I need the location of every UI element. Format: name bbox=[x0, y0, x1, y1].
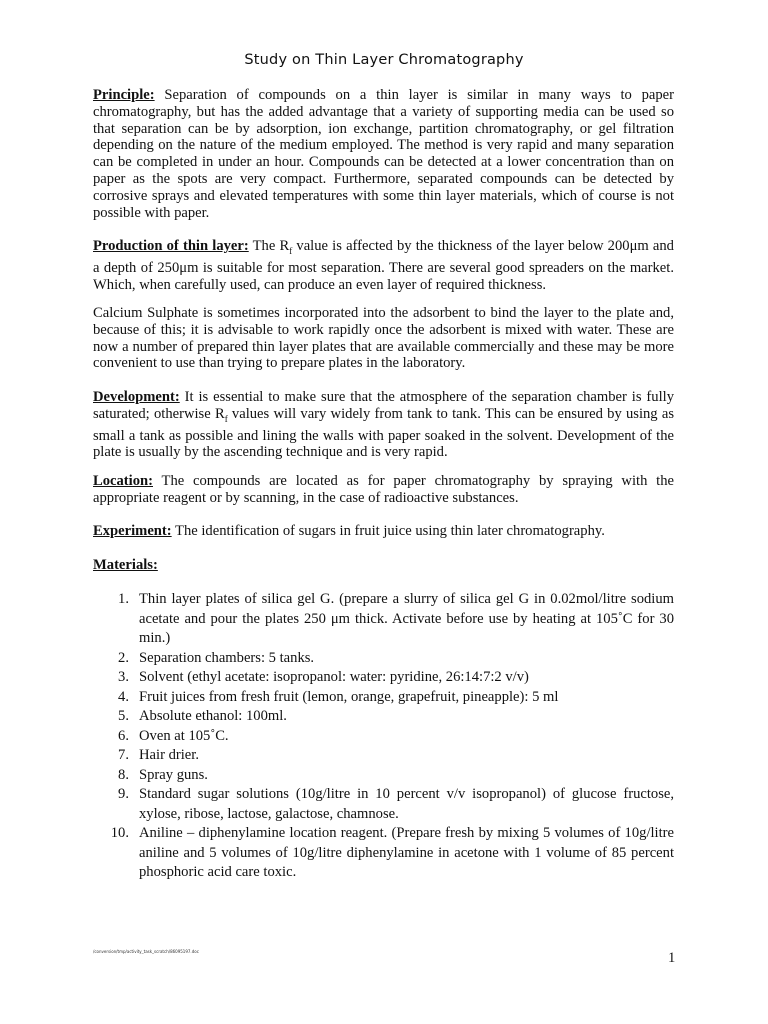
development-text-a: It is essential to make sure that the atmosphere of the separation chamber is fully saturated; otherwise R bbox=[93, 389, 674, 422]
list-item bbox=[118, 649, 674, 669]
list-item-text: Hair drier. bbox=[139, 747, 199, 763]
document-title: Study on Thin Layer Chromatography bbox=[244, 52, 524, 68]
list-item-text: Standard sugar solutions (10g/litre in 10 percent v/v isopropanol) of glucose fructose, xylose, ribose, lactose, galactose, chamnose. bbox=[139, 786, 674, 822]
development-heading: Development: bbox=[93, 389, 180, 405]
location-paragraph bbox=[93, 473, 674, 507]
list-item-number: 1. bbox=[118, 591, 129, 607]
list-item-number: 2. bbox=[118, 649, 129, 666]
list-item-number: 9. bbox=[118, 786, 129, 802]
materials-list bbox=[110, 590, 674, 883]
list-item-number: 5. bbox=[118, 708, 129, 724]
production-subscript: f bbox=[289, 245, 293, 256]
development-text-b: values will vary widely from tank to tank. This can be ensured by using as small a tank as possible and lining the walls with paper soaked in the solvent. Development of the plate is usually by the ascending technique and is very rapid. bbox=[93, 405, 675, 461]
materials-heading: Materials: bbox=[93, 557, 158, 573]
list-item-number: 8. bbox=[118, 766, 129, 783]
production-text-a: The R bbox=[248, 238, 290, 254]
location-heading: Location: bbox=[93, 473, 153, 489]
location-text: The compounds are located as for paper chromatography by spraying with the appropriate reagent or by scanning, in the case of radioactive substances. bbox=[93, 473, 674, 506]
principle-paragraph bbox=[93, 87, 674, 221]
production-heading: Production of thin layer: bbox=[93, 238, 249, 254]
list-item bbox=[118, 688, 674, 708]
list-item-number: 3. bbox=[118, 669, 129, 685]
calcium-paragraph: Calcium Sulphate is sometimes incorporated into the adsorbent to bind the layer to the plate and, because of this; it is advisable to work rapidly once the adsorbent is mixed with water. These are now a number of prepared thin layer plates that are available commercially and these may be more convenient to use than trying to prepare plates in the laboratory. bbox=[93, 305, 674, 372]
list-item-text: Absolute ethanol: 100ml. bbox=[139, 708, 287, 724]
principle-text: Separation of compounds on a thin layer is similar in many ways to paper chromatography, but has the added advantage that a variety of supporting media can be used so that separation can be by adsorption, ion exchange, partition chromatography, or gel filtration depending on the nature of the medium employed. The method is very rapid and many separation can be completed in under an hour. Compounds can be detected at a lower concentration than on paper as the spots are very compact. Furthermore, separated compounds can be detected by corrosive sprays and elevated temperatures with some thin layer materials, which of course is not possible with paper. bbox=[93, 87, 674, 221]
principle-heading: Principle: bbox=[93, 87, 155, 103]
list-item bbox=[118, 766, 674, 786]
development-paragraph bbox=[93, 389, 674, 461]
list-item bbox=[118, 707, 674, 727]
list-item-text: Fruit juices from fresh fruit (lemon, orange, grapefruit, pineapple): 5 ml bbox=[139, 688, 559, 705]
list-item-text: Solvent (ethyl acetate: isopropanol: water: pyridine, 26:14:7:2 v/v) bbox=[139, 669, 529, 685]
production-paragraph bbox=[93, 238, 674, 293]
production-text-b: value is affected by the thickness of the layer below 200μm and a depth of 250μm is suitable for most separation. There are several good spreaders on the market. Which, when carefully used, can produce an even layer of required thickness. bbox=[93, 238, 674, 293]
list-item-text: Aniline – diphenylamine location reagent. (Prepare fresh by mixing 5 volumes of 10g/litre aniline and 5 volumes of 10g/litre diphenylamine in acetone with 1 volume of 85 percent phosphoric acid care toxic. bbox=[139, 825, 674, 880]
experiment-heading: Experiment: bbox=[93, 523, 172, 539]
list-item bbox=[118, 746, 674, 766]
materials-paragraph bbox=[93, 557, 674, 574]
list-item-text: Oven at 105˚C. bbox=[139, 727, 229, 744]
development-subscript: f bbox=[224, 413, 228, 424]
list-item bbox=[110, 824, 674, 883]
list-item bbox=[118, 727, 674, 747]
experiment-paragraph bbox=[93, 523, 674, 540]
page-number: 1 bbox=[668, 950, 676, 966]
footer-file-path: /conversion/tmp/activity_task_scratch/86095197.doc bbox=[93, 949, 199, 954]
list-item-text: Thin layer plates of silica gel G. (prepare a slurry of silica gel G in 0.02mol/litre sodium acetate and pour the plates 250 μm thick. Activate before use by heating at 105˚C for 30 min.) bbox=[139, 591, 674, 646]
list-item-text: Separation chambers: 5 tanks. bbox=[139, 649, 315, 666]
list-item-number: 10. bbox=[110, 825, 129, 841]
list-item bbox=[118, 590, 674, 649]
list-item bbox=[118, 668, 674, 688]
list-item bbox=[118, 785, 674, 824]
experiment-text: The identification of sugars in fruit juice using thin later chromatography. bbox=[171, 523, 605, 539]
list-item-text: Spray guns. bbox=[139, 766, 208, 783]
list-item-number: 4. bbox=[118, 688, 129, 705]
list-item-number: 7. bbox=[118, 747, 129, 763]
list-item-number: 6. bbox=[118, 727, 129, 744]
